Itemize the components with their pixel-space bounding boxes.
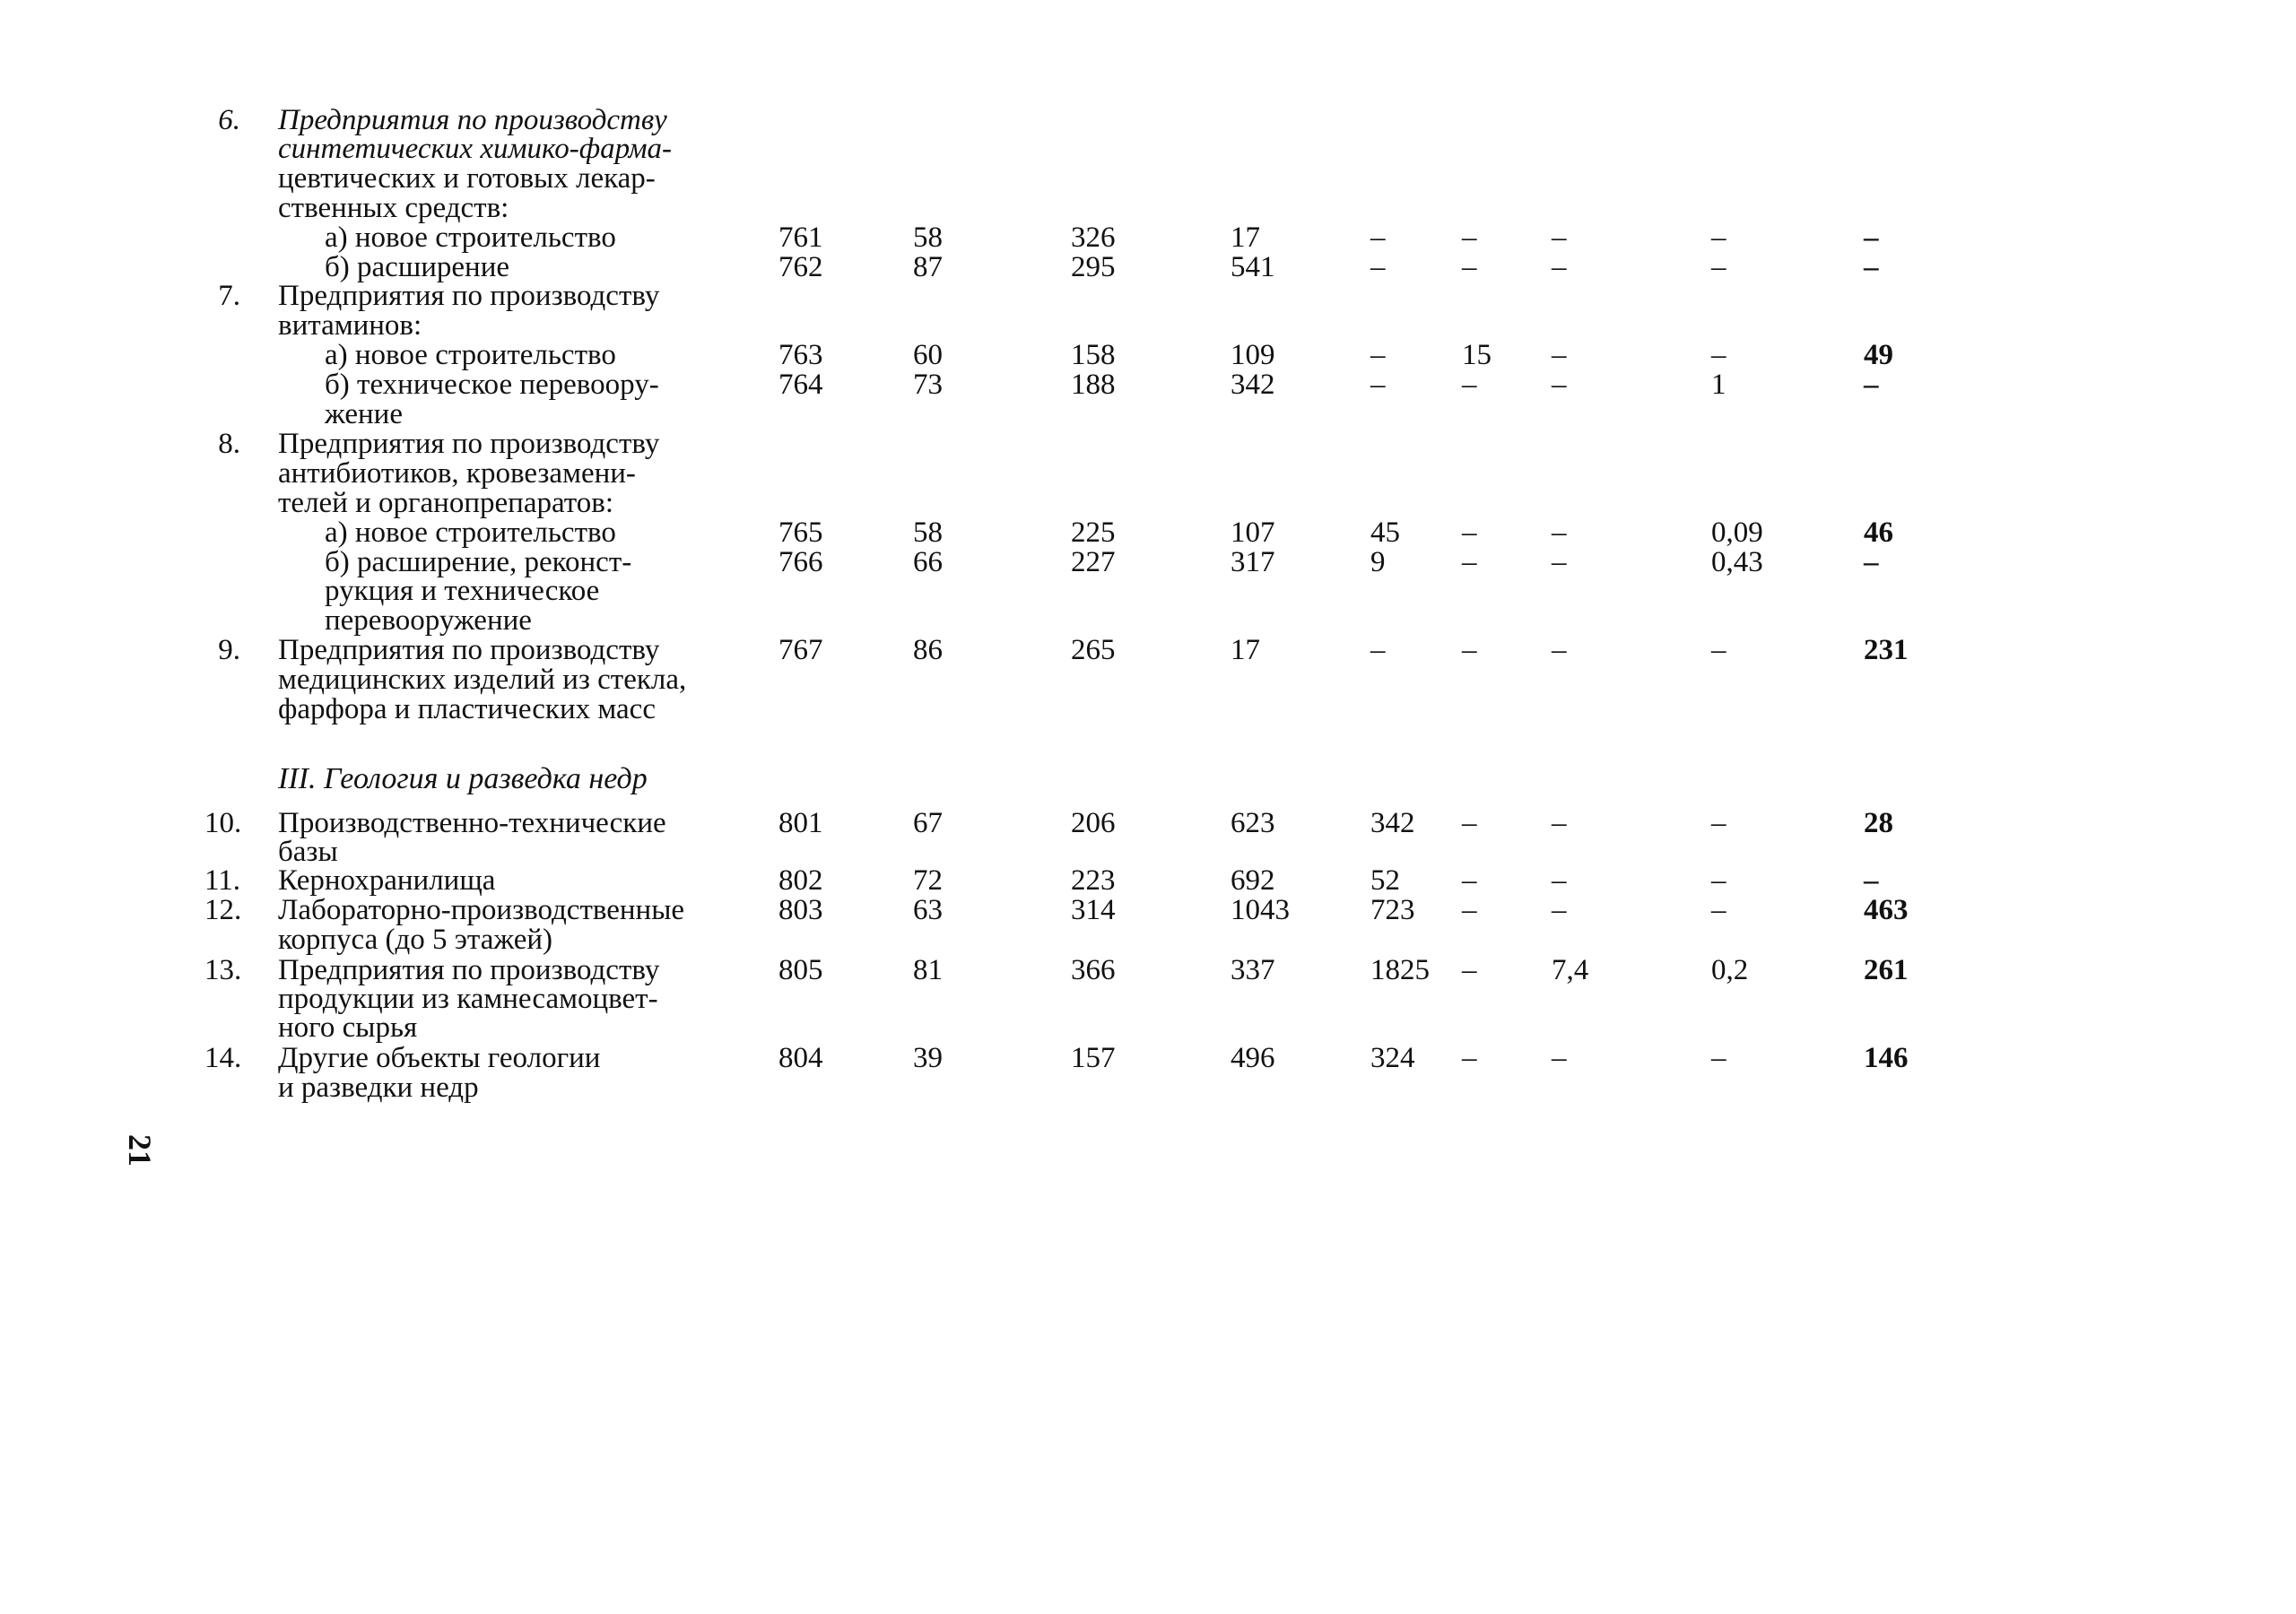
- value-cell-c3: 223: [1071, 864, 1116, 897]
- value-cell-c5: 723: [1370, 894, 1415, 926]
- value-cell-c4: 541: [1231, 251, 1275, 283]
- object-code: 762: [778, 251, 823, 283]
- item-description: Другие объекты геологии: [278, 1042, 601, 1074]
- item-description: и разведки недр: [278, 1072, 479, 1104]
- item-description: Предприятия по производству: [278, 634, 660, 666]
- row-number: 13.: [204, 954, 242, 986]
- value-cell-c9: –: [1864, 251, 1879, 283]
- sub-item-description: б) расширение: [325, 251, 510, 283]
- value-cell-c9: 28: [1864, 807, 1893, 839]
- value-cell-c6: –: [1462, 954, 1477, 986]
- item-description: фарфора и пластических масс: [278, 693, 656, 725]
- value-cell-c2: 67: [913, 807, 943, 839]
- value-cell-c7: –: [1552, 251, 1567, 283]
- value-cell-c6: –: [1462, 894, 1477, 926]
- value-cell-c4: 496: [1231, 1042, 1275, 1074]
- value-cell-c2: 81: [913, 954, 943, 986]
- object-code: 761: [778, 221, 823, 254]
- value-cell-c4: 342: [1231, 369, 1275, 401]
- value-cell-c8: 0,09: [1711, 516, 1763, 549]
- value-cell-c5: 45: [1370, 516, 1400, 549]
- item-description: Предприятия по производству: [278, 954, 660, 986]
- value-cell-c3: 265: [1071, 634, 1116, 666]
- value-cell-c4: 623: [1231, 807, 1275, 839]
- item-description: медицинских изделий из стекла,: [278, 664, 687, 696]
- item-description: продукции из камнесамоцвет-: [278, 983, 658, 1015]
- value-cell-c2: 87: [913, 251, 943, 283]
- item-description: перевооружение: [325, 604, 532, 637]
- item-description: жение: [325, 398, 403, 430]
- value-cell-c7: –: [1552, 634, 1567, 666]
- value-cell-c9: 231: [1864, 634, 1909, 666]
- value-cell-c7: –: [1552, 894, 1567, 926]
- object-code: 802: [778, 864, 823, 897]
- sub-item-description: а) новое строительство: [325, 516, 616, 549]
- value-cell-c7: –: [1552, 864, 1567, 897]
- value-cell-c5: 342: [1370, 807, 1415, 839]
- object-code: 804: [778, 1042, 823, 1074]
- value-cell-c2: 60: [913, 339, 943, 371]
- value-cell-c9: 261: [1864, 954, 1909, 986]
- value-cell-c7: –: [1552, 221, 1567, 254]
- value-cell-c6: –: [1462, 634, 1477, 666]
- value-cell-c5: –: [1370, 221, 1386, 254]
- value-cell-c8: 0,2: [1711, 954, 1749, 986]
- value-cell-c9: –: [1864, 369, 1879, 401]
- value-cell-c9: 46: [1864, 516, 1893, 549]
- item-description: Предприятия по производству: [278, 104, 667, 136]
- row-number: 14.: [204, 1042, 242, 1074]
- value-cell-c5: –: [1370, 251, 1386, 283]
- item-description: корпуса (до 5 этажей): [278, 924, 553, 956]
- value-cell-c2: 63: [913, 894, 943, 926]
- item-description: Кернохранилища: [278, 864, 496, 897]
- item-description: Лабораторно-производственные: [278, 894, 685, 926]
- item-description: рукция и техническое: [325, 575, 600, 607]
- value-cell-c3: 366: [1071, 954, 1116, 986]
- value-cell-c3: 157: [1071, 1042, 1116, 1074]
- row-number: 10.: [204, 807, 242, 839]
- value-cell-c9: –: [1864, 221, 1879, 254]
- value-cell-c9: 463: [1864, 894, 1909, 926]
- value-cell-c3: 326: [1071, 221, 1116, 254]
- value-cell-c7: 7,4: [1552, 954, 1589, 986]
- object-code: 766: [778, 546, 823, 578]
- value-cell-c5: –: [1370, 339, 1386, 371]
- value-cell-c8: –: [1711, 894, 1726, 926]
- value-cell-c9: 146: [1864, 1042, 1909, 1074]
- item-description: цевтических и готовых лекар-: [278, 162, 656, 195]
- value-cell-c4: 317: [1231, 546, 1275, 578]
- value-cell-c8: –: [1711, 251, 1726, 283]
- value-cell-c2: 39: [913, 1042, 943, 1074]
- sub-item-description: а) новое строительство: [325, 221, 616, 254]
- value-cell-c4: 107: [1231, 516, 1275, 549]
- value-cell-c5: 1825: [1370, 954, 1430, 986]
- value-cell-c6: 15: [1462, 339, 1492, 371]
- page-number: 21: [122, 1134, 158, 1167]
- value-cell-c4: 17: [1231, 634, 1260, 666]
- item-description: Предприятия по производству: [278, 428, 660, 460]
- value-cell-c4: 109: [1231, 339, 1275, 371]
- value-cell-c2: 58: [913, 516, 943, 549]
- row-number: 12.: [204, 894, 242, 926]
- row-number: 7.: [218, 280, 240, 312]
- item-description: ного сырья: [278, 1011, 418, 1044]
- sub-item-description: б) техническое перевоору-: [325, 369, 659, 401]
- value-cell-c7: –: [1552, 516, 1567, 549]
- value-cell-c3: 188: [1071, 369, 1116, 401]
- value-cell-c7: –: [1552, 339, 1567, 371]
- item-description: антибиотиков, кровезамени-: [278, 457, 636, 490]
- value-cell-c8: –: [1711, 339, 1726, 371]
- section-heading: III. Геология и разведка недр: [278, 762, 648, 795]
- row-number: 9.: [218, 634, 240, 666]
- value-cell-c6: –: [1462, 546, 1477, 578]
- value-cell-c8: –: [1711, 1042, 1726, 1074]
- value-cell-c8: –: [1711, 864, 1726, 897]
- value-cell-c6: –: [1462, 864, 1477, 897]
- value-cell-c6: –: [1462, 807, 1477, 839]
- object-code: 767: [778, 634, 823, 666]
- value-cell-c7: –: [1552, 1042, 1567, 1074]
- value-cell-c9: –: [1864, 546, 1879, 578]
- value-cell-c9: 49: [1864, 339, 1893, 371]
- value-cell-c8: 1: [1711, 369, 1726, 401]
- value-cell-c7: –: [1552, 807, 1567, 839]
- value-cell-c4: 337: [1231, 954, 1275, 986]
- row-number: 11.: [204, 864, 241, 897]
- value-cell-c3: 225: [1071, 516, 1116, 549]
- value-cell-c2: 66: [913, 546, 943, 578]
- value-cell-c2: 72: [913, 864, 943, 897]
- value-cell-c5: 9: [1370, 546, 1386, 578]
- object-code: 805: [778, 954, 823, 986]
- value-cell-c4: 1043: [1231, 894, 1290, 926]
- value-cell-c5: –: [1370, 369, 1386, 401]
- value-cell-c5: 324: [1370, 1042, 1415, 1074]
- item-description: витаминов:: [278, 309, 422, 342]
- value-cell-c9: –: [1864, 864, 1879, 897]
- value-cell-c6: –: [1462, 251, 1477, 283]
- object-code: 765: [778, 516, 823, 549]
- object-code: 764: [778, 369, 823, 401]
- value-cell-c2: 58: [913, 221, 943, 254]
- value-cell-c4: 692: [1231, 864, 1275, 897]
- item-description: базы: [278, 836, 338, 868]
- value-cell-c4: 17: [1231, 221, 1260, 254]
- value-cell-c2: 86: [913, 634, 943, 666]
- value-cell-c6: –: [1462, 221, 1477, 254]
- item-description: телей и органопрепаратов:: [278, 487, 613, 519]
- item-description: Производственно-технические: [278, 807, 666, 839]
- value-cell-c3: 295: [1071, 251, 1116, 283]
- sub-item-description: б) расширение, реконст-: [325, 546, 632, 578]
- value-cell-c7: –: [1552, 369, 1567, 401]
- item-description: Предприятия по производству: [278, 280, 660, 312]
- value-cell-c5: 52: [1370, 864, 1400, 897]
- row-number: 8.: [218, 428, 240, 460]
- value-cell-c8: –: [1711, 221, 1726, 254]
- row-number: 6.: [218, 104, 240, 136]
- item-description: ственных средств:: [278, 192, 509, 224]
- object-code: 803: [778, 894, 823, 926]
- item-description: синтетических химико-фарма-: [278, 133, 673, 165]
- object-code: 763: [778, 339, 823, 371]
- value-cell-c8: –: [1711, 634, 1726, 666]
- value-cell-c6: –: [1462, 516, 1477, 549]
- value-cell-c8: 0,43: [1711, 546, 1763, 578]
- value-cell-c2: 73: [913, 369, 943, 401]
- value-cell-c3: 314: [1071, 894, 1116, 926]
- value-cell-c3: 158: [1071, 339, 1116, 371]
- object-code: 801: [778, 807, 823, 839]
- value-cell-c7: –: [1552, 546, 1567, 578]
- value-cell-c6: –: [1462, 369, 1477, 401]
- value-cell-c5: –: [1370, 634, 1386, 666]
- value-cell-c3: 206: [1071, 807, 1116, 839]
- sub-item-description: а) новое строительство: [325, 339, 616, 371]
- value-cell-c8: –: [1711, 807, 1726, 839]
- value-cell-c3: 227: [1071, 546, 1116, 578]
- value-cell-c6: –: [1462, 1042, 1477, 1074]
